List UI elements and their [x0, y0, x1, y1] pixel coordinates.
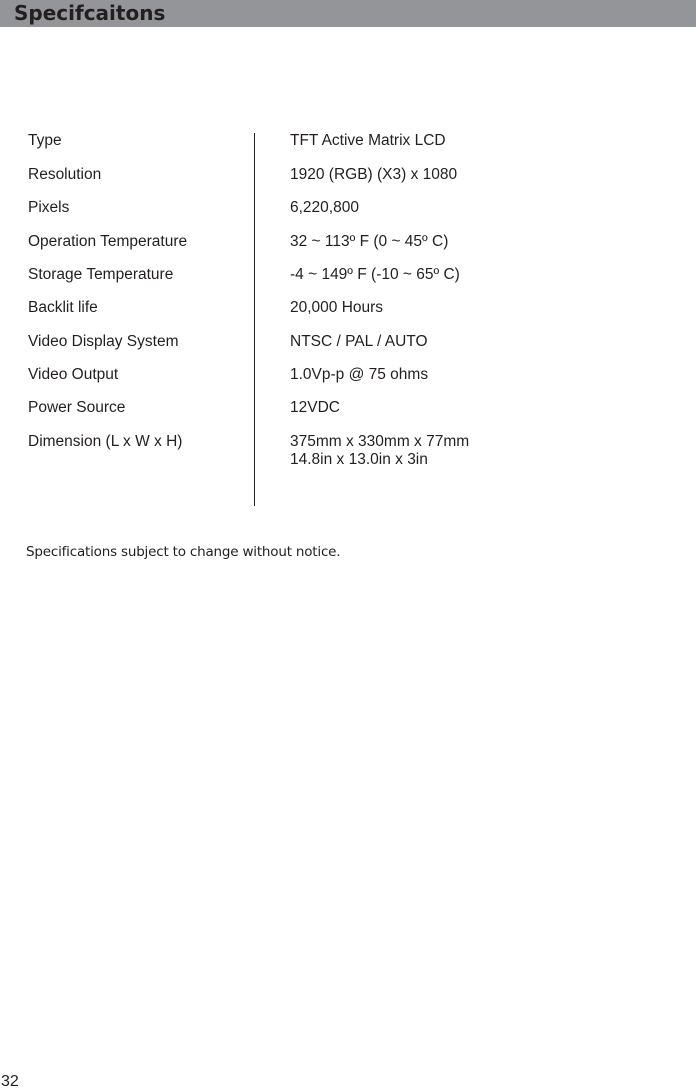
spec-value-line: 1920 (RGB) (X3) x 1080	[290, 166, 458, 183]
spec-label: Backlit life	[28, 299, 98, 316]
spec-value	[290, 166, 457, 184]
spec-value-line: 1.0Vp-p @ 75 ohms	[290, 366, 429, 383]
spec-value-line: 14.8in x 13.0in x 3in	[290, 451, 428, 468]
spec-value-line: NTSC / PAL / AUTO	[290, 333, 428, 350]
spec-label: Video Output	[28, 366, 119, 383]
spec-value	[290, 433, 469, 469]
footnote: Specifications subject to change without notice.	[26, 544, 341, 560]
spec-label: Storage Temperature	[28, 266, 174, 283]
spec-value-line: 6,220,800	[290, 199, 359, 216]
spec-value	[290, 399, 340, 417]
spec-label: Video Display System	[28, 333, 179, 350]
spec-label: Power Source	[28, 399, 126, 416]
spec-value	[290, 199, 359, 217]
spec-value-line: 375mm x 330mm x 77mm	[290, 433, 470, 450]
spec-value-line: 20,000 Hours	[290, 299, 384, 316]
spec-label: Operation Temperature	[28, 233, 188, 250]
spec-label: Resolution	[28, 166, 102, 183]
spec-value-line: TFT Active Matrix LCD	[290, 132, 446, 149]
spec-value	[290, 132, 446, 150]
page-number: 32	[1, 1073, 19, 1090]
spec-label: Type	[28, 132, 62, 149]
spec-value	[290, 333, 428, 351]
spec-table	[0, 0, 696, 520]
spec-value-line: 32 ~ 113º F (0 ~ 45º C)	[290, 233, 449, 250]
spec-value-line: -4 ~ 149º F (-10 ~ 65º C)	[290, 266, 460, 283]
spec-value-line: 12VDC	[290, 399, 340, 416]
spec-value	[290, 366, 428, 384]
spec-value	[290, 266, 460, 284]
spec-value	[290, 299, 383, 317]
column-divider	[254, 133, 255, 506]
spec-value	[290, 233, 448, 251]
page-title: Specifcaitons	[14, 1, 166, 25]
spec-label: Dimension (L x W x H)	[28, 433, 183, 450]
spec-label: Pixels	[28, 199, 70, 216]
